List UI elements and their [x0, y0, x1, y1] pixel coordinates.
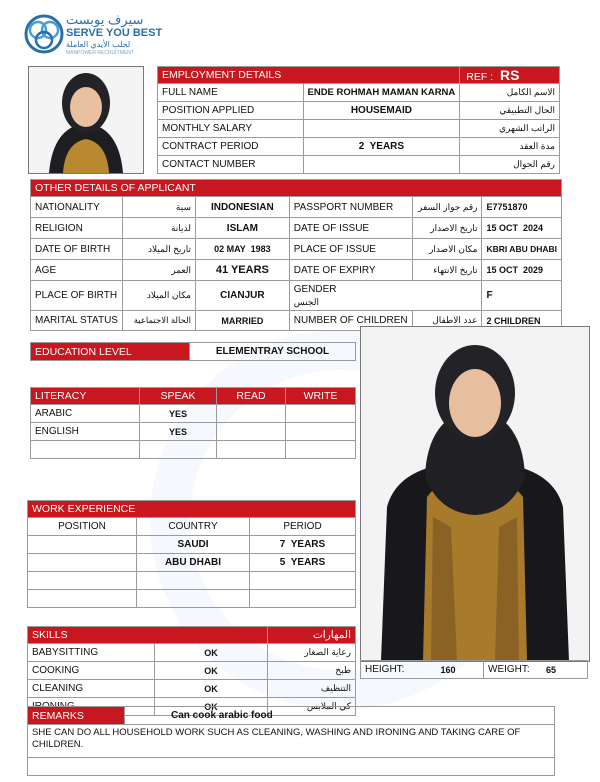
- other-label-religion: RELIGION: [31, 218, 123, 239]
- dob-value: 02 MAY 1983: [196, 239, 290, 260]
- skill-value: OK: [155, 662, 268, 680]
- literacy-speak: YES: [140, 405, 217, 423]
- table-row: [28, 662, 356, 680]
- gender-label-cell: [289, 281, 482, 311]
- work-country: ABU DHABI: [137, 554, 250, 572]
- other-label-age: AGE: [31, 260, 123, 281]
- ref-value: RS: [500, 67, 520, 83]
- literacy-speak: [140, 441, 217, 459]
- emp-label-0: FULL NAME: [158, 84, 304, 102]
- other-ar-nationality: سية: [122, 197, 195, 218]
- skill-name: BABYSITTING: [28, 644, 155, 662]
- work-col-period: PERIOD: [250, 518, 356, 536]
- full-name-value: ENDE ROHMAH MAMAN KARNA: [303, 84, 460, 102]
- pob-value: CIANJUR: [196, 281, 290, 311]
- employment-header: EMPLOYMENT DETAILS: [158, 67, 460, 84]
- table-row: [28, 572, 356, 590]
- skills-table: [27, 626, 356, 716]
- other-label-children: NUMBER OF CHILDREN: [289, 311, 412, 331]
- applicant-photo-small: [28, 66, 144, 174]
- literacy-read: [217, 423, 286, 441]
- other-label-marital: MARITAL STATUS: [31, 311, 123, 331]
- work-position: [28, 554, 137, 572]
- table-row: [28, 590, 356, 608]
- education-value: ELEMENTRAY SCHOOL: [190, 343, 356, 361]
- expiry-value: 15 OCT 2029: [482, 260, 562, 281]
- skill-ar: كي الملابس: [268, 698, 356, 716]
- literacy-write: [286, 405, 356, 423]
- other-header: OTHER DETAILS OF APPLICANT: [31, 180, 562, 197]
- table-row: [28, 536, 356, 554]
- literacy-lang: ENGLISH: [31, 423, 140, 441]
- literacy-header: LITERACY: [31, 388, 140, 405]
- emp-ar-2: الراتب الشهري: [460, 120, 560, 138]
- work-country: [137, 590, 250, 608]
- remarks-empty-row: [28, 758, 555, 776]
- work-header: WORK EXPERIENCE: [28, 501, 356, 518]
- contact-value: [303, 156, 460, 174]
- work-col-country: COUNTRY: [137, 518, 250, 536]
- literacy-col-read: READ: [217, 388, 286, 405]
- other-ar-issue-place: مكان الاصدار: [412, 239, 482, 260]
- work-period: [250, 572, 356, 590]
- other-ar-children: عدد الاطفال: [412, 311, 482, 331]
- applicant-photo-large: [360, 326, 590, 662]
- other-details-table: [30, 179, 562, 331]
- education-label: EDUCATION LEVEL: [31, 343, 190, 361]
- passport-value: E7751870: [482, 197, 562, 218]
- remarks-text: SHE CAN DO ALL HOUSEHOLD WORK SUCH AS CLEANING, WASHING AND IRONING AND TAKING CARE OF CHILDREN.: [28, 725, 555, 758]
- work-period: [250, 590, 356, 608]
- weight-value: 65: [542, 661, 588, 679]
- table-row: [28, 644, 356, 662]
- height-value: 160: [413, 661, 484, 679]
- skill-value: OK: [155, 644, 268, 662]
- table-row: [31, 423, 356, 441]
- emp-ar-3: مدة العقد: [460, 138, 560, 156]
- other-ar-pob: مكان الميلاد: [122, 281, 195, 311]
- work-position: [28, 572, 137, 590]
- emp-ar-0: الاسم الكامل: [460, 84, 560, 102]
- emp-ar-4: رقم الجوال: [460, 156, 560, 174]
- literacy-lang: ARABIC: [31, 405, 140, 423]
- literacy-read: [217, 441, 286, 459]
- nationality-value: INDONESIAN: [196, 197, 290, 218]
- contract-value: 2 YEARS: [303, 138, 460, 156]
- skill-value: OK: [155, 698, 268, 716]
- literacy-read: [217, 405, 286, 423]
- other-ar-expiry: تاريخ الانتهاء: [412, 260, 482, 281]
- weight-label: WEIGHT:: [484, 661, 543, 679]
- emp-label-1: POSITION APPLIED: [158, 102, 304, 120]
- other-label-dob: DATE OF BIRTH: [31, 239, 123, 260]
- table-row: [28, 680, 356, 698]
- other-label-expiry: DATE OF EXPIRY: [289, 260, 412, 281]
- skills-header-ar: المهارات: [268, 627, 356, 644]
- emp-ar-1: الحال التطبيقي: [460, 102, 560, 120]
- work-period: 5 YEARS: [250, 554, 356, 572]
- other-ar-religion: لديانة: [122, 218, 195, 239]
- skill-name: CLEANING: [28, 680, 155, 698]
- literacy-write: [286, 423, 356, 441]
- work-position: [28, 590, 137, 608]
- skill-name: COOKING: [28, 662, 155, 680]
- work-country: [137, 572, 250, 590]
- work-position: [28, 536, 137, 554]
- other-ar-issue-date: تاريخ الاصدار: [412, 218, 482, 239]
- ref-label: REF :: [466, 71, 494, 83]
- education-table: [30, 342, 356, 361]
- issue-place-value: KBRI ABU DHABI: [482, 239, 562, 260]
- table-row: [28, 554, 356, 572]
- literacy-speak: YES: [140, 423, 217, 441]
- employment-table: [157, 66, 560, 174]
- literacy-write: [286, 441, 356, 459]
- emp-label-2: MONTHLY SALARY: [158, 120, 304, 138]
- skill-ar: التنظيف: [268, 680, 356, 698]
- work-country: SAUDI: [137, 536, 250, 554]
- other-label-passport: PASSPORT NUMBER: [289, 197, 412, 218]
- other-ar-passport: رقم جواز السفر: [412, 197, 482, 218]
- literacy-table: [30, 387, 356, 459]
- children-value: 2 CHILDREN: [482, 311, 562, 331]
- position-value: HOUSEMAID: [303, 102, 460, 120]
- other-ar-age: العمر: [122, 260, 195, 281]
- salary-value: [303, 120, 460, 138]
- other-label-pob: PLACE OF BIRTH: [31, 281, 123, 311]
- other-label-nationality: NATIONALITY: [31, 197, 123, 218]
- remarks-title: Can cook arabic food: [125, 707, 555, 725]
- logo-mark: [24, 14, 64, 54]
- table-row: [31, 441, 356, 459]
- work-period: 7 YEARS: [250, 536, 356, 554]
- logo-sub: MANPOWER RECRUITMENT: [66, 50, 134, 56]
- remarks-table: [27, 706, 555, 776]
- literacy-col-speak: SPEAK: [140, 388, 217, 405]
- other-ar-dob: تاريخ الميلاد: [122, 239, 195, 260]
- other-ar-gender: الجنس: [293, 296, 319, 307]
- age-value: 41 YEARS: [196, 260, 290, 281]
- gender-value: F: [482, 281, 562, 311]
- skill-value: OK: [155, 680, 268, 698]
- remarks-label: REMARKS: [28, 707, 125, 725]
- emp-label-4: CONTACT NUMBER: [158, 156, 304, 174]
- work-col-position: POSITION: [28, 518, 137, 536]
- logo-arabic-sub: لجلب الأيدي العاملة: [66, 40, 131, 49]
- literacy-col-write: WRITE: [286, 388, 356, 405]
- skill-ar: رعاية الصغار: [268, 644, 356, 662]
- table-row: [31, 405, 356, 423]
- skills-header: SKILLS: [28, 627, 268, 644]
- other-label-issue-date: DATE OF ISSUE: [289, 218, 412, 239]
- other-ar-marital: الحالة الاجتماعية: [122, 311, 195, 331]
- religion-value: ISLAM: [196, 218, 290, 239]
- other-label-issue-place: PLACE OF ISSUE: [289, 239, 412, 260]
- logo-arabic: سيرف يوبست: [66, 12, 144, 27]
- literacy-lang: [31, 441, 140, 459]
- height-label: HEIGHT:: [361, 661, 414, 679]
- marital-value: MARRIED: [196, 311, 290, 331]
- skill-ar: طبخ: [268, 662, 356, 680]
- other-label-gender: GENDER: [293, 283, 337, 295]
- measurements-table: [360, 660, 588, 679]
- logo-name: SERVE YOU BEST: [66, 27, 163, 39]
- ref-cell: [460, 67, 560, 84]
- issue-date-value: 15 OCT 2024: [482, 218, 562, 239]
- emp-label-3: CONTRACT PERIOD: [158, 138, 304, 156]
- work-experience-table: [27, 500, 356, 608]
